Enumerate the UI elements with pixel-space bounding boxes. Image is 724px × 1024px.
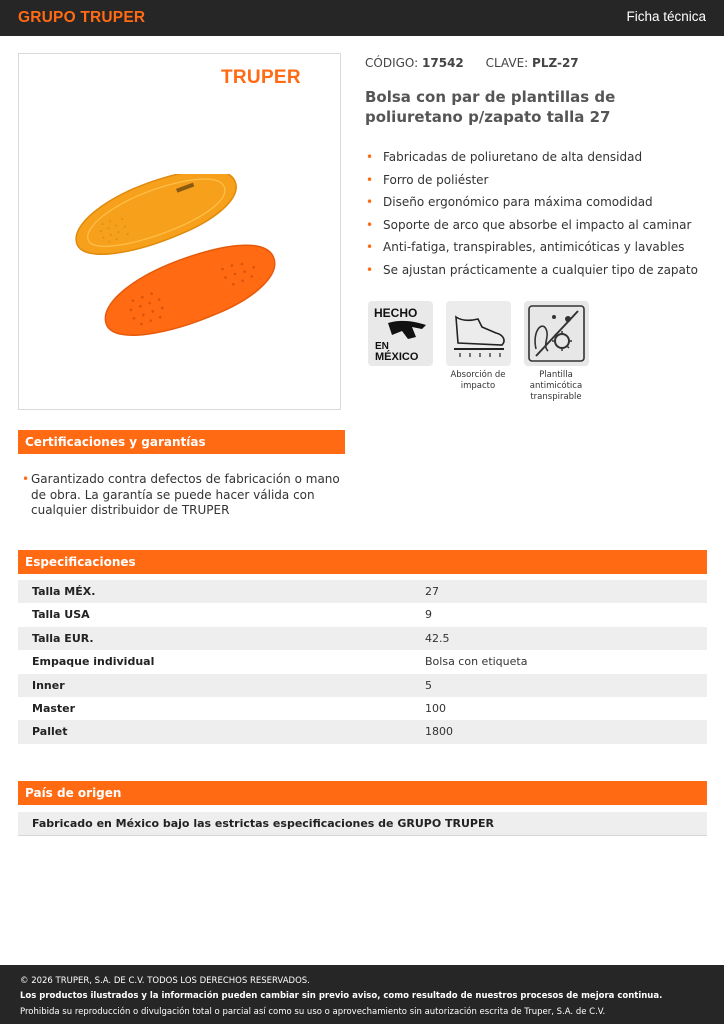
key-value: PLZ-27 <box>532 56 579 70</box>
origin-heading: País de origen <box>18 781 707 805</box>
table-row <box>18 650 707 673</box>
spec-label: Pallet <box>32 725 68 739</box>
truper-logo: TRUPER <box>221 67 301 88</box>
specifications-table <box>18 580 707 744</box>
spec-value: 42.5 <box>425 631 450 645</box>
product-codes <box>365 56 579 70</box>
feature-item: • Anti-fatiga, transpirables, antimicóticas y lavables <box>366 236 698 259</box>
key-label: CLAVE: <box>485 56 529 70</box>
made-in-line3: MÉXICO <box>375 351 419 363</box>
footer <box>0 965 724 1024</box>
spec-label: Empaque individual <box>32 655 155 669</box>
origin-text: Fabricado en México bajo las estrictas especificaciones de GRUPO TRUPER <box>18 812 707 836</box>
code-value: 17542 <box>422 56 464 70</box>
feature-item: • Soporte de arco que absorbe el impacto al caminar <box>366 214 698 237</box>
code-label: CÓDIGO: <box>365 56 419 70</box>
antifungal-caption: Plantilla antimicótica transpirable <box>529 370 583 402</box>
top-bar <box>0 0 724 36</box>
footer-notice: Los productos ilustrados y la información pueden cambiar sin previo aviso, como resultado de nuestros procesos de mejora continua. <box>20 991 663 1002</box>
feature-item: • Diseño ergonómico para máxima comodidad <box>366 191 698 214</box>
spec-label: Talla MÉX. <box>32 585 96 598</box>
shoe-impact-icon <box>446 301 511 366</box>
made-in-mexico-icon <box>368 301 433 366</box>
product-image-box <box>18 53 341 410</box>
table-row <box>18 603 707 626</box>
specifications-heading: Especificaciones <box>18 550 707 574</box>
spec-value: 1800 <box>425 725 453 739</box>
feature-item: • Se ajustan prácticamente a cualquier tipo de zapato <box>366 259 698 282</box>
spec-value: Bolsa con etiqueta <box>425 655 528 669</box>
table-row <box>18 580 707 603</box>
spec-value: 9 <box>425 608 432 622</box>
table-row <box>18 720 707 743</box>
certifications-heading: Certificaciones y garantías <box>18 430 345 454</box>
feature-item: • Forro de poliéster <box>366 169 698 192</box>
spec-label: Master <box>32 701 76 715</box>
made-in-line2: EN <box>375 341 389 352</box>
brand-logo: GRUPO TRUPER <box>18 9 146 26</box>
footer-copyright: © 2026 TRUPER, S.A. DE C.V. TODOS LOS DERECHOS RESERVADOS. <box>20 976 310 986</box>
spec-label: Talla USA <box>32 608 90 622</box>
features-list <box>366 146 698 281</box>
warranty-text: • Garantizado contra defectos de fabricación o mano de obra. La garantía se puede hacer válida con cualquier distribuidor de TRUPER <box>20 472 340 519</box>
spec-label: Inner <box>32 678 65 692</box>
spec-value: 100 <box>425 701 446 715</box>
footer-legal: Prohibida su reproducción o divulgación total o parcial así como su uso o aprovechamiento sin autorización escrita de Truper, S.A. de C.V. <box>20 1006 606 1017</box>
feature-item: • Fabricadas de poliuretano de alta densidad <box>366 146 698 169</box>
spec-label: Talla EUR. <box>32 631 94 645</box>
table-row <box>18 674 707 697</box>
antimicrobial-icon <box>524 301 589 366</box>
product-title: Bolsa con par de plantillas de poliuretano p/zapato talla 27 <box>365 88 616 126</box>
made-in-line1: HECHO <box>374 306 418 320</box>
table-row <box>18 627 707 650</box>
insoles-image <box>69 174 309 374</box>
doc-type-label: Ficha técnica <box>626 9 706 24</box>
impact-caption: Absorción de impacto <box>450 370 506 391</box>
spec-value: 5 <box>425 678 432 692</box>
spec-value: 27 <box>425 585 439 598</box>
table-row <box>18 697 707 720</box>
